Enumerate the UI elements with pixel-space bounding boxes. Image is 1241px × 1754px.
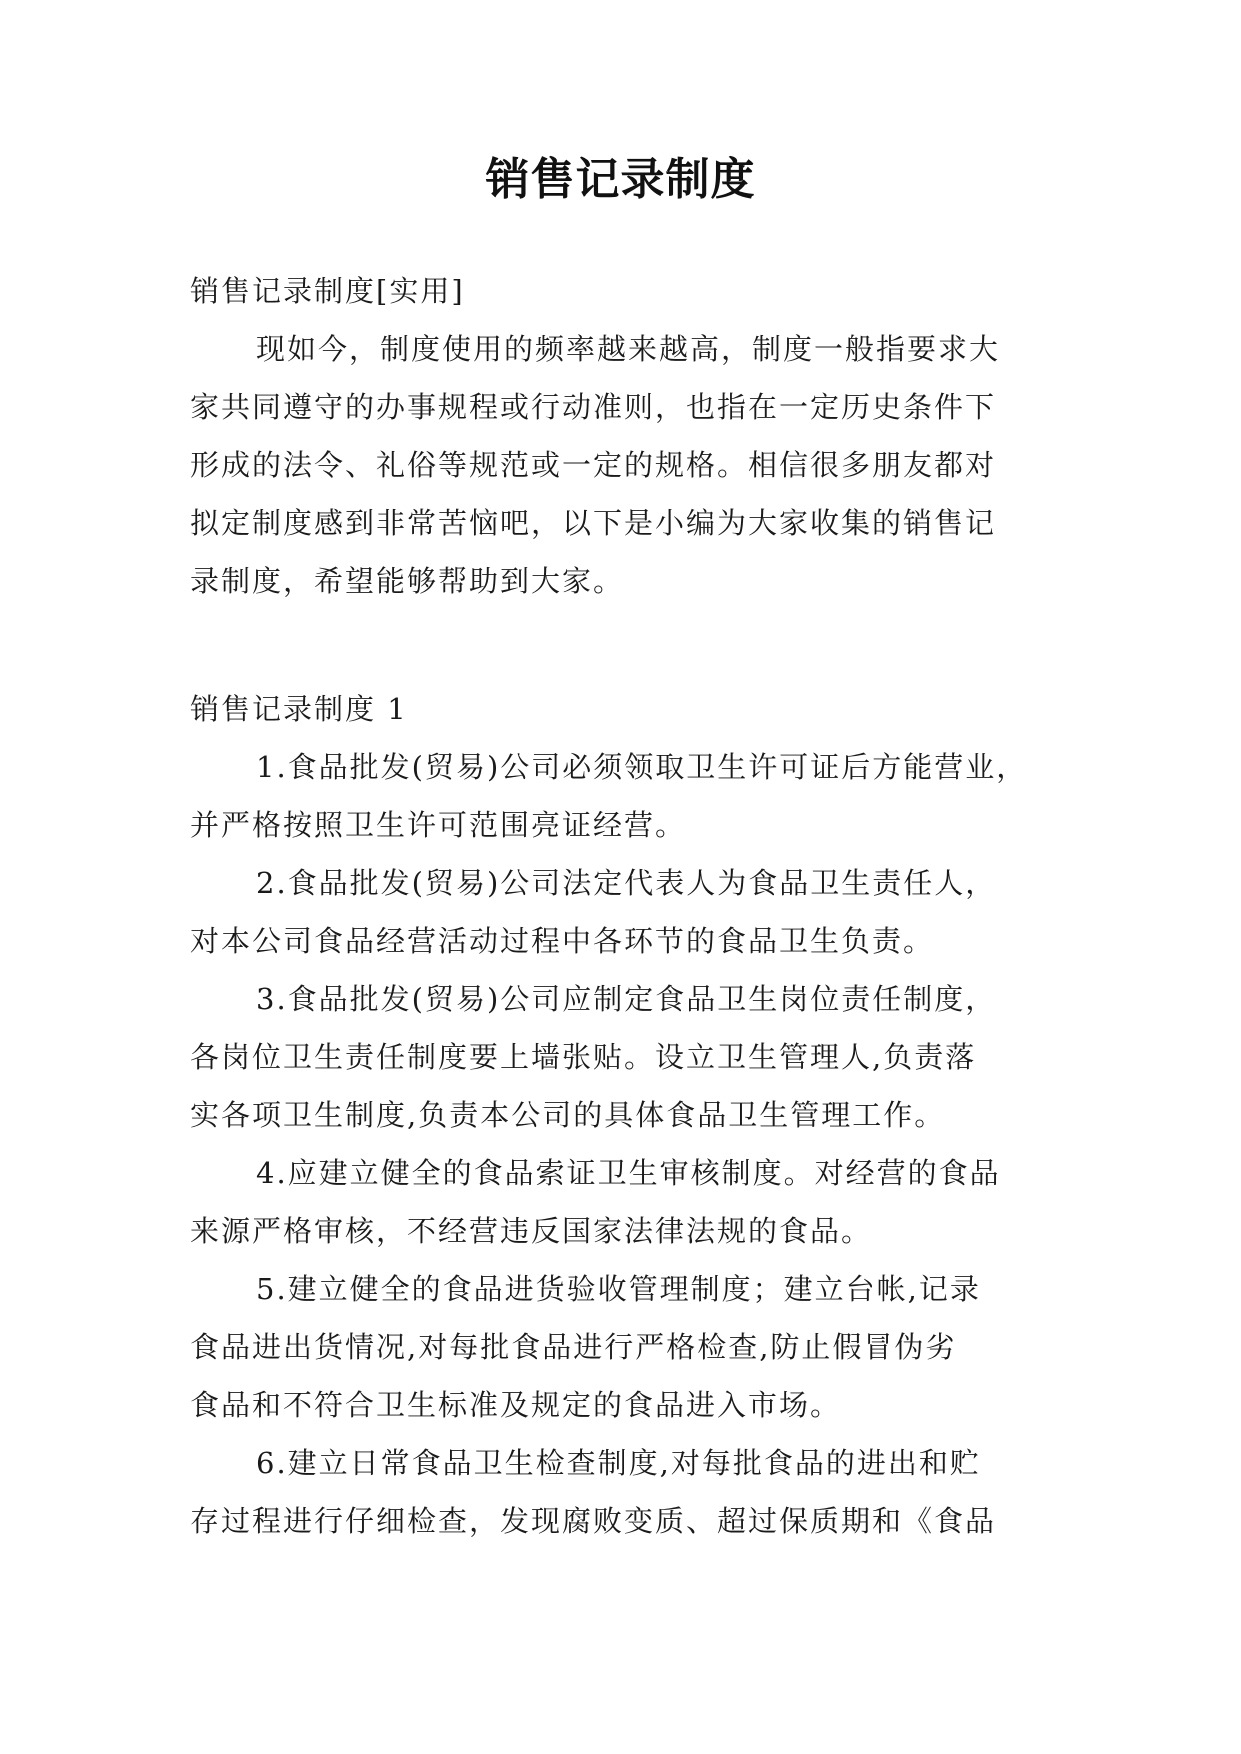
paragraph-line: 5.建立健全的食品进货验收管理制度；建立台帐,记录 bbox=[256, 1272, 981, 1306]
paragraph-line: 对本公司食品经营活动过程中各环节的食品卫生负责。 bbox=[190, 924, 935, 958]
paragraph-line: 1.食品批发(贸易)公司必须领取卫生许可证后方能营业， bbox=[256, 750, 1028, 784]
paragraph-line: 实各项卫生制度,负责本公司的具体食品卫生管理工作。 bbox=[190, 1098, 946, 1132]
paragraph-line: 存过程进行仔细检查，发现腐败变质、超过保质期和《食品 bbox=[190, 1504, 997, 1538]
paragraph-line: 6.建立日常食品卫生检查制度,对每批食品的进出和贮 bbox=[256, 1446, 981, 1480]
intro-paragraph bbox=[190, 320, 1052, 610]
document-subtitle: 销售记录制度[实用] bbox=[190, 274, 465, 308]
paragraph-line: 3.食品批发(贸易)公司应制定食品卫生岗位责任制度， bbox=[256, 982, 997, 1016]
paragraph-line: 形成的法令、礼俗等规范或一定的规格。相信很多朋友都对 bbox=[190, 448, 997, 482]
document-body bbox=[190, 262, 1052, 1550]
paragraph-line: 拟定制度感到非常苦恼吧，以下是小编为大家收集的销售记 bbox=[190, 506, 997, 540]
section-heading: 销售记录制度 1 bbox=[190, 692, 408, 726]
section-spacer bbox=[190, 610, 1052, 680]
regulation-item-2 bbox=[190, 854, 1052, 970]
regulation-item-5 bbox=[190, 1260, 1052, 1434]
regulation-item-6 bbox=[190, 1434, 1052, 1550]
paragraph-line: 食品进出货情况,对每批食品进行严格检查,防止假冒伪劣 bbox=[190, 1330, 957, 1364]
paragraph-line: 2.食品批发(贸易)公司法定代表人为食品卫生责任人， bbox=[256, 866, 997, 900]
paragraph-line: 并严格按照卫生许可范围亮证经营。 bbox=[190, 808, 687, 842]
document-title: 销售记录制度 bbox=[485, 154, 756, 205]
paragraph-line: 录制度，希望能够帮助到大家。 bbox=[190, 564, 625, 598]
paragraph-line: 食品和不符合卫生标准及规定的食品进入市场。 bbox=[190, 1388, 842, 1422]
paragraph-line: 来源严格审核，不经营违反国家法律法规的食品。 bbox=[190, 1214, 873, 1248]
regulation-item-1 bbox=[190, 738, 1052, 854]
paragraph-line: 家共同遵守的办事规程或行动准则，也指在一定历史条件下 bbox=[190, 390, 997, 424]
regulation-item-4 bbox=[190, 1144, 1052, 1260]
paragraph-line: 现如今，制度使用的频率越来越高，制度一般指要求大 bbox=[256, 332, 1001, 366]
paragraph-line: 各岗位卫生责任制度要上墙张贴。设立卫生管理人,负责落 bbox=[190, 1040, 977, 1074]
regulation-item-3 bbox=[190, 970, 1052, 1144]
paragraph-line: 4.应建立健全的食品索证卫生审核制度。对经营的食品 bbox=[256, 1156, 1001, 1190]
